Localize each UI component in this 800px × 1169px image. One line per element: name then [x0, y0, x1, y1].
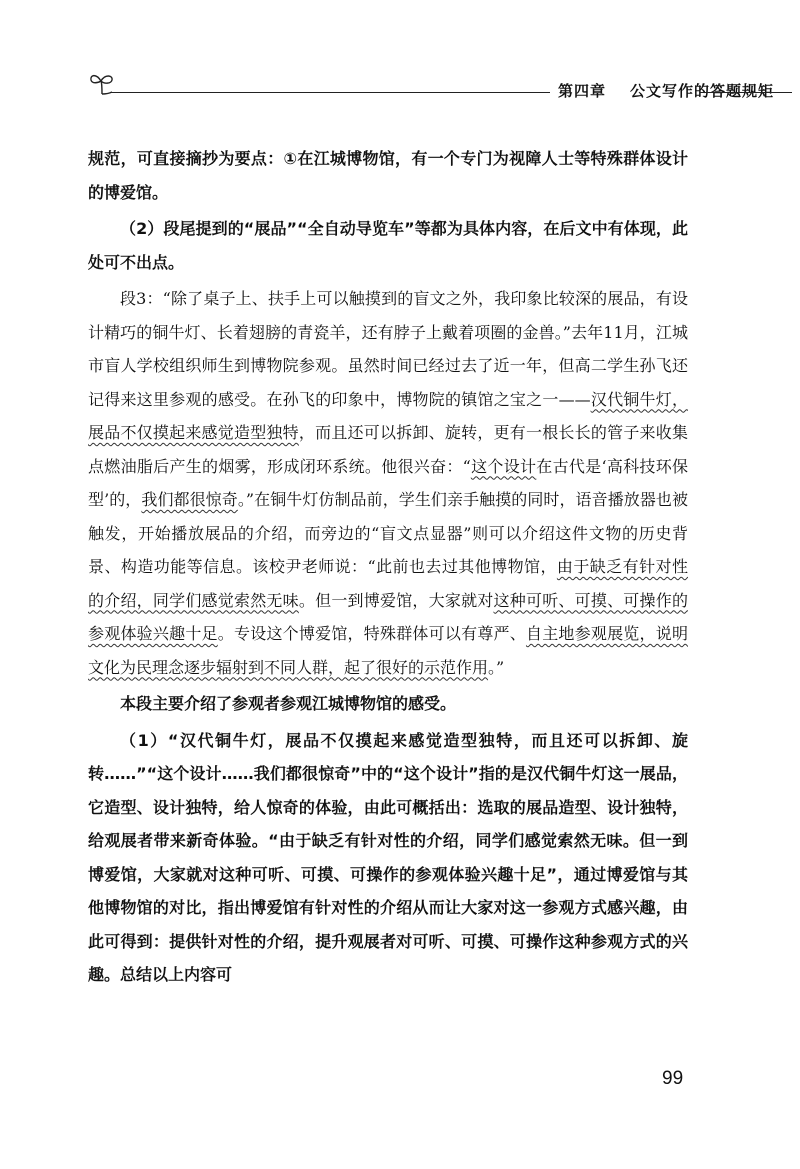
wavy-underline-3: 我们都很惊奇	[141, 490, 238, 509]
paragraph-1: 规范，可直接摘抄为要点：①在江城博物馆，有一个专门为视障人士等特殊群体设计的博爱馆。	[88, 149, 688, 202]
header-rule-right	[700, 92, 792, 93]
page-number: 99	[662, 1068, 684, 1089]
quote-text: ，而且还可以拆卸、旋转，更有一根长长的管子来收集点燃油脂后产生的烟雾，形成闭环系统。他很兴奋：“	[88, 423, 688, 476]
wavy-underline-4: 由于缺乏有针对性的介绍，同学们感觉索然无味	[88, 557, 688, 610]
wavy-underline-1: 汉代铜牛灯，展品不仅摸起来感觉造型独特	[88, 389, 688, 442]
quote-text: 段3：“除了桌子上、扶手上可以触摸到的盲文之外，我印象比较深的展品，有设计精巧的铜牛灯、长着翅膀的青瓷羊，还有脖子上戴着项圈的金兽。”去年11月，江城市盲人学校组织师生到博物院参观。虽然时间已经过去了近一年，但高二学生孙飞还记得来这里参观的感受。在孙飞的印象中，博物院的镇馆之宝之一——	[88, 289, 688, 409]
quote-text: 。”在铜牛灯仿制品前，学生们亲手触摸的同时，语音播放器也被触发，开始播放展品的介绍，而旁边的“盲文点显器”则可以介绍这件文物的历史背景、构造功能等信息。该校尹老师说：“此前也去过其他博物馆，	[88, 490, 688, 576]
running-header	[88, 70, 788, 100]
paragraph-4: 本段主要介绍了参观者参观江城博物馆的感受。	[120, 694, 457, 713]
paragraph-3-quote	[88, 282, 688, 684]
chapter-title: 公文写作的答题规矩	[630, 82, 775, 100]
quote-text: 。但一到博爱馆，大家就对	[298, 590, 494, 610]
chapter-label: 第四章	[558, 82, 607, 100]
paragraph-5: （1）“汉代铜牛灯，展品不仅摸起来感觉造型独特，而且还可以拆卸、旋转……”“这个设计……我们都很惊奇”中的“这个设计”指的是汉代铜牛灯这一展品，它造型、设计独特，给人惊奇的体验，由此可概括出：选取的展品造型、设计独特，给观展者带来新奇体验。“由于缺乏有针对性的介绍，同学们感觉索然无味。但一到博爱馆，大家就对这种可听、可摸、可操作的参观体验兴趣十足”，通过博爱馆与其他博物馆的对比，指出博爱馆有针对性的介绍从而让大家对这一参观方式感兴趣，由此可得到：提供针对性的介绍，提升观展者对可听、可摸、可操作这种参观方式的兴趣。总结以上内容可	[88, 730, 688, 984]
body-text	[88, 142, 688, 992]
wavy-underline-5: 这种可听、可摸、可操作的参观体验兴趣十足	[88, 590, 688, 643]
header-rule-left	[110, 92, 550, 93]
wavy-underline-6: 自主地参观展览，说明文化为民理念逐步辐射到不同人群，起了很好的示范作用	[88, 624, 688, 677]
wavy-underline-2: 这个设计	[470, 456, 537, 476]
quote-text: 。专设这个博爱馆，特殊群体可以有尊严、	[217, 624, 526, 643]
quote-text: 在古代是‘高科技环保型’的，	[88, 456, 688, 509]
paragraph-2: （2）段尾提到的“展品”“全自动导览车”等都为具体内容，在后文中有体现，此处可不出点。	[88, 219, 688, 272]
quote-text: 。”	[488, 657, 505, 677]
